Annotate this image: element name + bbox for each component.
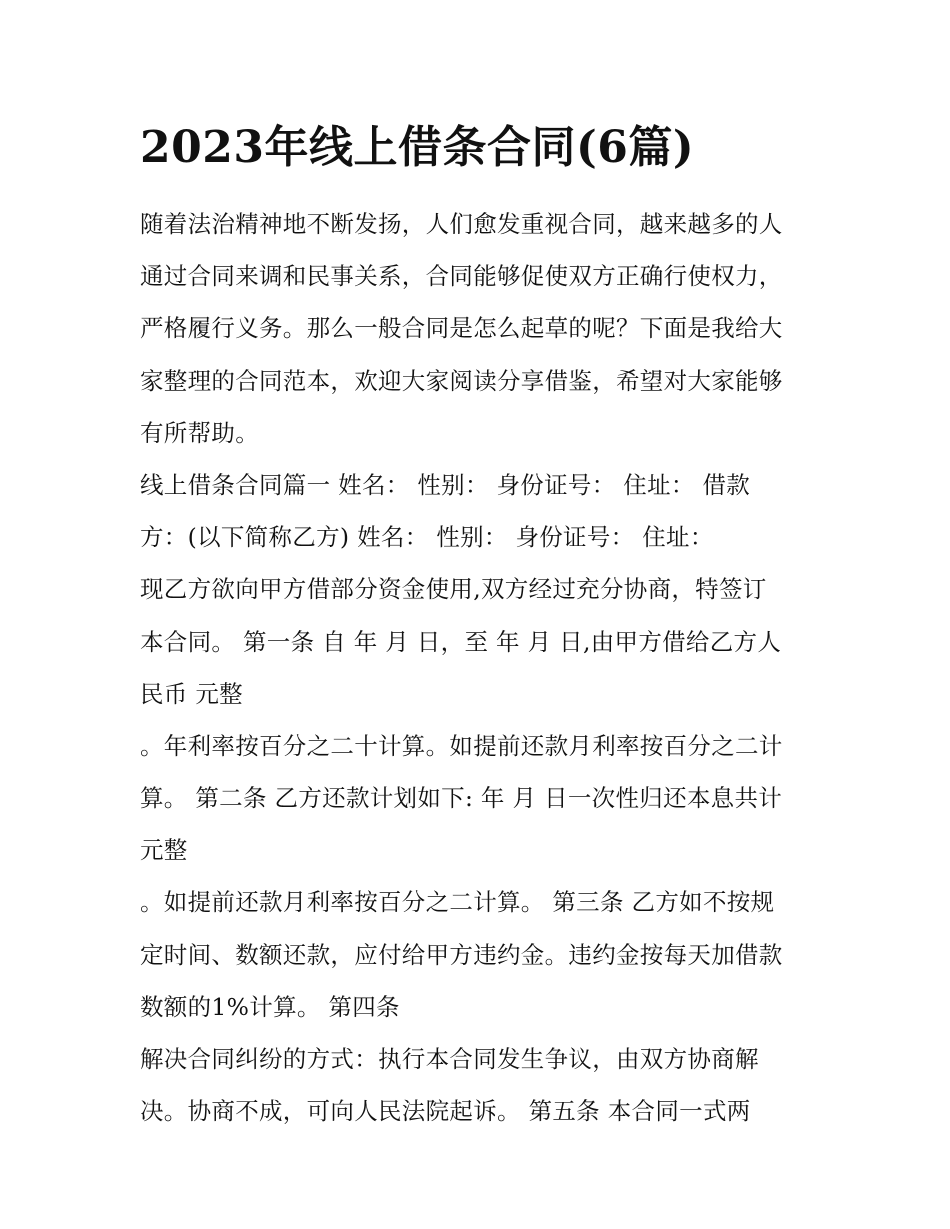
body-line: 家整理的合同范本，欢迎大家阅读分享借鉴，希望对大家能够: [140, 366, 783, 395]
body-line: 方：(以下简称乙方) 姓名： 性别： 身份证号： 住址：: [140, 523, 714, 552]
document-title: 2023年线上借条合同(6篇): [140, 122, 695, 173]
body-line: 决。协商不成，可向人民法院起诉。 第五条 本合同一式两: [140, 1097, 751, 1126]
document-body: [140, 198, 830, 1137]
body-line: 。如提前还款月利率按百分之二计算。 第三条 乙方如不按规: [140, 888, 775, 917]
body-line: 数额的1%计算。 第四条: [140, 992, 400, 1021]
body-line: 本合同。 第一条 自 年 月 日，至 年 月 日,由甲方借给乙方人: [140, 627, 782, 656]
body-line: 元整: [140, 836, 188, 865]
body-line: 有所帮助。: [140, 418, 259, 447]
body-line: 线上借条合同篇一 姓名： 性别： 身份证号： 住址： 借款: [140, 470, 751, 499]
body-line: 算。 第二条 乙方还款计划如下: 年 月 日一次性归还本息共计: [140, 784, 783, 813]
body-line: 严格履行义务。那么一般合同是怎么起草的呢？下面是我给大: [140, 314, 783, 343]
body-line: 现乙方欲向甲方借部分资金使用,双方经过充分协商，特签订: [140, 575, 767, 604]
body-line: 民币 元整: [140, 679, 243, 708]
body-line: 。年利率按百分之二十计算。如提前还款月利率按百分之二计: [140, 731, 783, 760]
body-line: 定时间、数额还款，应付给甲方违约金。违约金按每天加借款: [140, 940, 783, 969]
body-line: 通过合同来调和民事关系，合同能够促使双方正确行使权力，: [140, 262, 783, 291]
body-line: 随着法治精神地不断发扬，人们愈发重视合同，越来越多的人: [140, 210, 783, 238]
body-line: 解决合同纠纷的方式：执行本合同发生争议，由双方协商解: [140, 1045, 759, 1073]
